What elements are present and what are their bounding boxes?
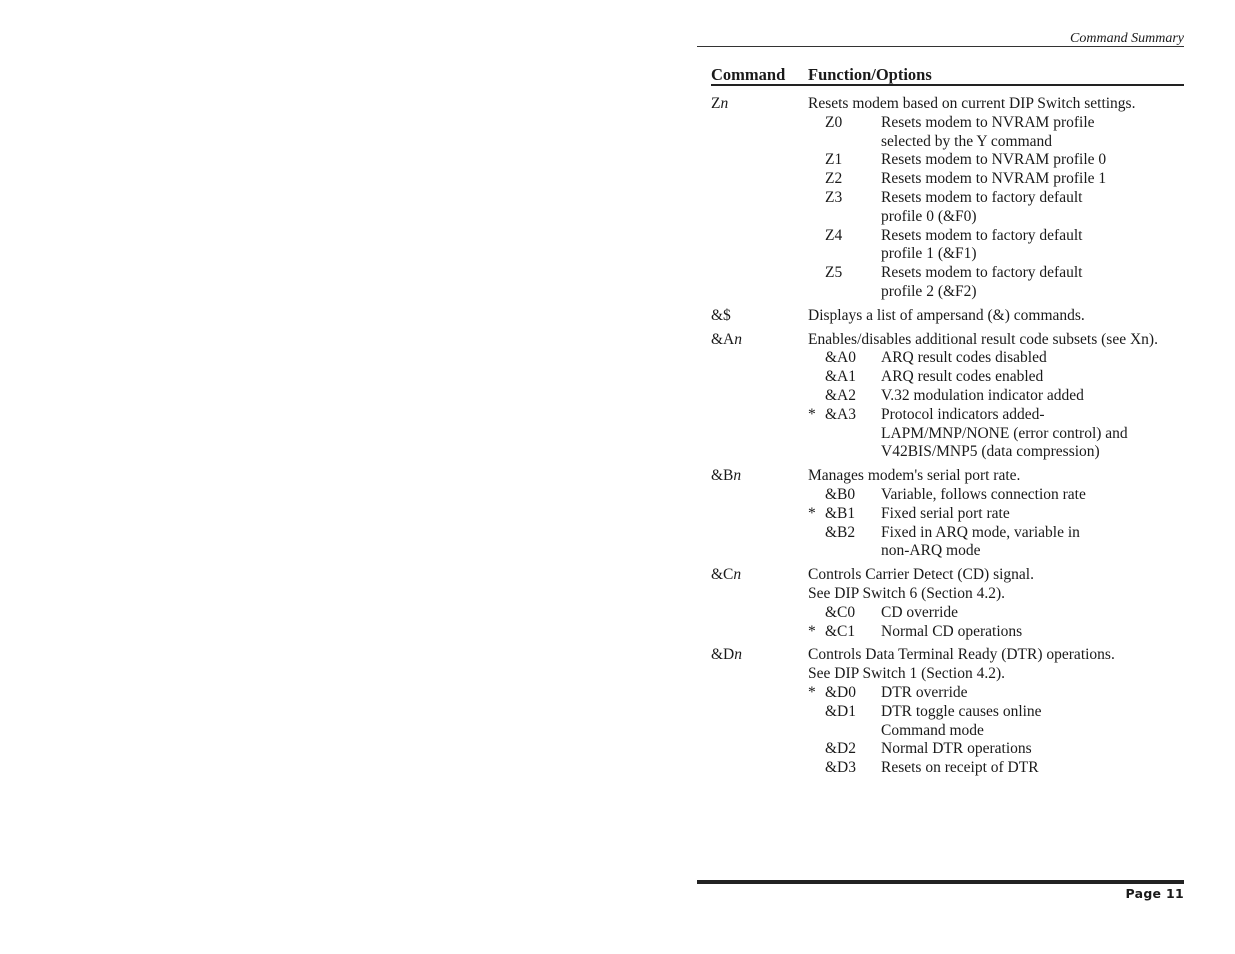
option-code: Z0 [825, 113, 843, 131]
command-function [808, 467, 1191, 561]
option-row [808, 623, 1191, 642]
default-marker: * [808, 405, 816, 423]
command-variable: n [734, 646, 742, 664]
option-row [808, 684, 1191, 703]
option-code: Z2 [825, 170, 843, 188]
option-text-line: profile 1 (&F1) [881, 245, 977, 263]
option-code: &C0 [825, 603, 856, 621]
option-code: Z3 [825, 188, 843, 206]
command-function [808, 307, 1191, 326]
default-marker: * [808, 683, 816, 701]
option-code: &D0 [825, 683, 856, 701]
command-code [711, 95, 728, 114]
option-code: &C1 [825, 622, 856, 640]
option-text-line: profile 0 (&F0) [881, 207, 977, 225]
column-header-rule [711, 84, 1184, 86]
command-entry [711, 331, 1191, 463]
command-variable: n [733, 467, 742, 485]
option-text [881, 524, 1191, 562]
command-name: &$ [711, 306, 731, 324]
option-code: &B0 [825, 485, 856, 503]
option-text-line: Resets modem to NVRAM profile 1 [881, 170, 1107, 188]
function-description: Controls Carrier Detect (CD) signal. [808, 566, 1034, 584]
option-text [881, 505, 1191, 524]
option-row [808, 524, 1191, 562]
option-code: &B1 [825, 504, 856, 522]
option-text-line: profile 2 (&F2) [881, 282, 977, 300]
option-text-line: Variable, follows connection rate [881, 485, 1086, 503]
function-description: See DIP Switch 1 (Section 4.2). [808, 665, 1006, 683]
option-text-line: Normal DTR operations [881, 740, 1032, 758]
option-text [881, 684, 1191, 703]
option-row [808, 227, 1191, 265]
option-text-line: Resets modem to NVRAM profile 0 [881, 151, 1107, 169]
option-code: Z1 [825, 151, 843, 169]
command-name: &A [711, 330, 735, 348]
option-text-line: selected by the Y command [881, 132, 1053, 150]
command-variable: n [733, 566, 742, 584]
option-text [881, 486, 1191, 505]
option-text-line: Protocol indicators added- [881, 405, 1045, 423]
option-text [881, 151, 1191, 170]
function-description: Enables/disables additional result code subsets (see Xn). [808, 330, 1158, 348]
option-code: &D3 [825, 759, 856, 777]
option-text [881, 759, 1191, 778]
option-text [881, 406, 1191, 462]
option-row [808, 189, 1191, 227]
running-header: Command Summary [1070, 31, 1184, 46]
option-text [881, 189, 1191, 227]
option-row [808, 604, 1191, 623]
option-text-line: LAPM/MNP/NONE (error control) and [881, 424, 1128, 442]
function-description: Resets modem based on current DIP Switch settings. [808, 95, 1136, 112]
option-text [881, 623, 1191, 642]
option-code: &A0 [825, 349, 856, 367]
option-text [881, 170, 1191, 189]
option-row [808, 349, 1191, 368]
option-text-line: ARQ result codes enabled [881, 368, 1044, 386]
option-code: &A3 [825, 405, 856, 423]
footer-rule [697, 880, 1184, 884]
command-entry [711, 566, 1191, 641]
option-row [808, 170, 1191, 189]
command-variable: n [734, 330, 742, 348]
option-text [881, 114, 1191, 152]
command-function [808, 331, 1191, 463]
option-row [808, 703, 1191, 741]
option-row [808, 368, 1191, 387]
option-row [808, 505, 1191, 524]
option-text-line: DTR toggle causes online [881, 702, 1042, 720]
option-text-line: Resets modem to factory default [881, 226, 1083, 244]
option-text-line: Resets modem to factory default [881, 188, 1083, 206]
option-text [881, 227, 1191, 265]
option-text-line: Resets on receipt of DTR [881, 759, 1039, 777]
command-code [711, 646, 742, 665]
command-code [711, 566, 741, 585]
option-text-line: non-ARQ mode [881, 542, 981, 560]
option-text [881, 604, 1191, 623]
option-code: &D1 [825, 702, 856, 720]
option-text-line: V.32 modulation indicator added [881, 386, 1084, 404]
default-marker: * [808, 622, 816, 640]
command-function [808, 566, 1191, 641]
command-table [711, 95, 1191, 783]
option-text-line: Resets modem to factory default [881, 264, 1083, 282]
command-entry [711, 307, 1191, 326]
option-code: Z5 [825, 264, 843, 282]
option-text-line: V42BIS/MNP5 (data compression) [881, 443, 1100, 461]
option-row [808, 114, 1191, 152]
command-entry [711, 467, 1191, 561]
option-text-line: Fixed serial port rate [881, 504, 1010, 522]
function-description: Manages modem's serial port rate. [808, 467, 1021, 485]
option-row [808, 406, 1191, 462]
function-description: See DIP Switch 6 (Section 4.2). [808, 584, 1006, 602]
option-text-line: CD override [881, 603, 959, 621]
option-row [808, 486, 1191, 505]
option-text [881, 740, 1191, 759]
option-row [808, 740, 1191, 759]
command-code [711, 307, 731, 326]
default-marker: * [808, 504, 816, 522]
command-name: &B [711, 467, 734, 485]
column-header-command: Command [711, 65, 786, 84]
command-entry [711, 646, 1191, 778]
command-code [711, 467, 741, 486]
column-header-function: Function/Options [808, 65, 932, 84]
command-name: Z [711, 95, 721, 112]
option-code: &A2 [825, 386, 856, 404]
option-code: Z4 [825, 226, 843, 244]
option-text-line: ARQ result codes disabled [881, 349, 1047, 367]
option-text-line: Fixed in ARQ mode, variable in [881, 523, 1080, 541]
option-code: &D2 [825, 740, 856, 758]
option-text [881, 368, 1191, 387]
command-entry [711, 95, 1191, 302]
command-name: &C [711, 566, 734, 584]
option-row [808, 151, 1191, 170]
header-rule [697, 46, 1184, 47]
command-function [808, 646, 1191, 778]
option-row [808, 759, 1191, 778]
command-variable: n [720, 95, 729, 112]
option-text-line: Normal CD operations [881, 622, 1023, 640]
option-code: &B2 [825, 523, 856, 541]
function-description: Controls Data Terminal Ready (DTR) operations. [808, 646, 1115, 664]
option-text [881, 349, 1191, 368]
option-text [881, 264, 1191, 302]
option-text-line: Resets modem to NVRAM profile [881, 113, 1095, 131]
command-code [711, 331, 742, 350]
option-text [881, 387, 1191, 406]
function-description: Displays a list of ampersand (&) commands. [808, 306, 1085, 324]
option-text-line: Command mode [881, 721, 984, 739]
option-row [808, 387, 1191, 406]
option-row [808, 264, 1191, 302]
command-name: &D [711, 646, 735, 664]
option-text-line: DTR override [881, 683, 968, 701]
command-function [808, 95, 1191, 302]
option-text [881, 703, 1191, 741]
page-number: Page 11 [1125, 886, 1184, 901]
option-code: &A1 [825, 368, 856, 386]
